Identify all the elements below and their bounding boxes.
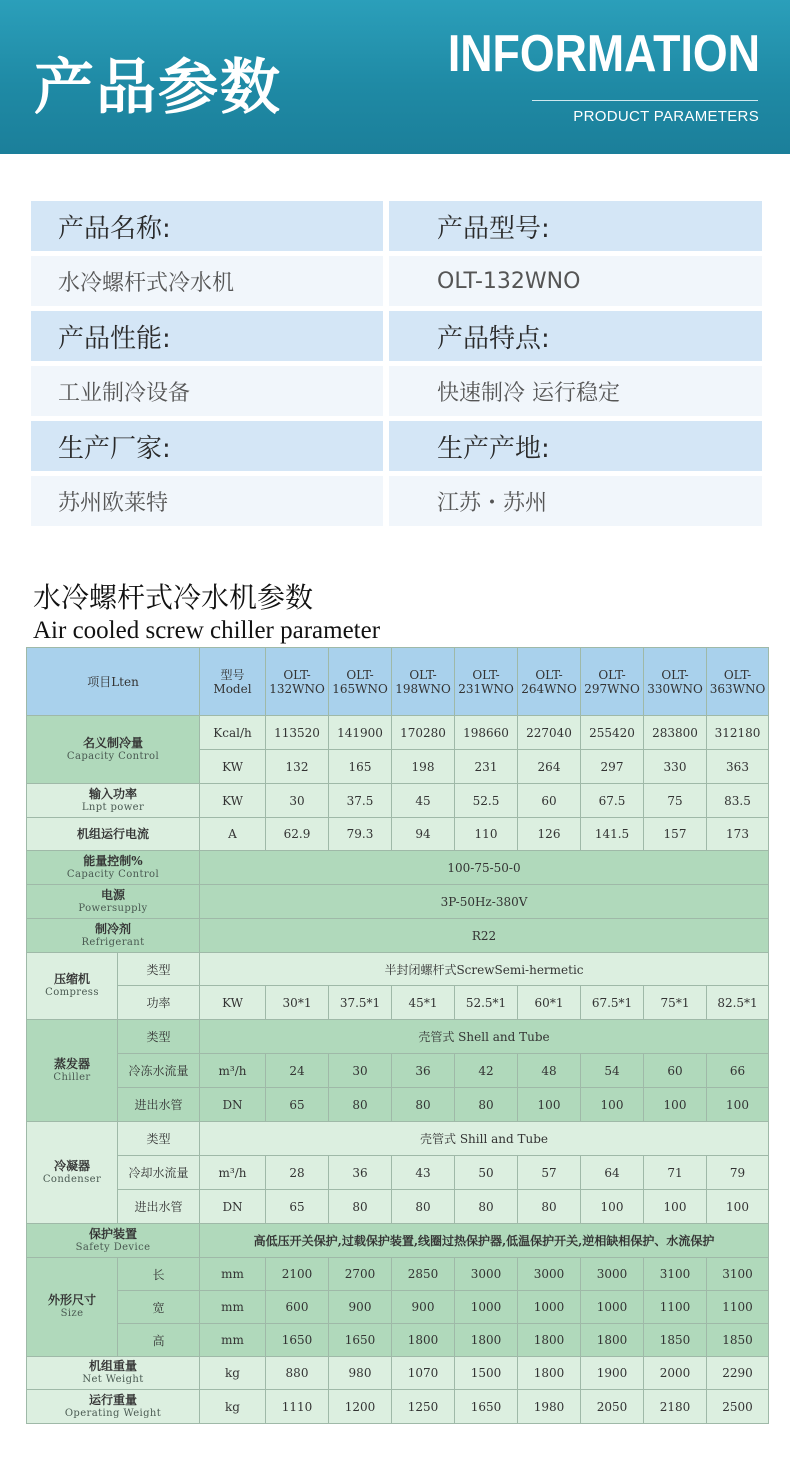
evaporator-label: 蒸发器 Chiller: [27, 1020, 118, 1122]
value-cell: 80: [392, 1088, 455, 1122]
value-cell: 1500: [455, 1357, 518, 1390]
value-cell: 363: [707, 750, 769, 784]
net-weight-label: 机组重量 Net Weight: [27, 1357, 200, 1390]
value-cell: 126: [518, 818, 581, 851]
table-header-row: [27, 648, 769, 716]
value-cell: 1800: [392, 1324, 455, 1357]
value-cell: 1800: [581, 1324, 644, 1357]
value-cell: 170280: [392, 716, 455, 750]
value-cell: 83.5: [707, 784, 769, 818]
unit-cell: mm: [200, 1258, 266, 1291]
condenser-label: 冷凝器 Condenser: [27, 1122, 118, 1224]
value-cell: 1110: [266, 1390, 329, 1424]
sub-label: 冷冻水流量: [118, 1054, 200, 1088]
table-row: [27, 1258, 769, 1291]
page-title-en: INFORMATION: [447, 25, 760, 83]
value-cell: 52.5*1: [455, 986, 518, 1020]
value-cell: 67.5*1: [581, 986, 644, 1020]
value-cell: 60*1: [518, 986, 581, 1020]
sub-label: 冷却水流量: [118, 1156, 200, 1190]
value-product-performance: 工业制冷设备: [31, 366, 383, 416]
value-cell: 1200: [329, 1390, 392, 1424]
value-cell: 45: [392, 784, 455, 818]
value-cell: 54: [581, 1054, 644, 1088]
model-header: 型号 Model: [200, 648, 266, 716]
table-row: [27, 1156, 769, 1190]
table-row: [27, 1020, 769, 1054]
label-product-model: 产品型号:: [389, 201, 762, 251]
value-cell: 80: [455, 1088, 518, 1122]
value-cell: 297: [581, 750, 644, 784]
value-cell: 48: [518, 1054, 581, 1088]
value-cell: 173: [707, 818, 769, 851]
sub-label: 进出水管: [118, 1088, 200, 1122]
table-row: [27, 818, 769, 851]
value-cell: 1650: [266, 1324, 329, 1357]
value-cell: 880: [266, 1357, 329, 1390]
value-cell: 79: [707, 1156, 769, 1190]
value-cell: 2500: [707, 1390, 769, 1424]
table-row: [27, 1390, 769, 1424]
sub-label: 进出水管: [118, 1190, 200, 1224]
value-cell: 2050: [581, 1390, 644, 1424]
unit-cell: mm: [200, 1324, 266, 1357]
value-cell: 80: [518, 1190, 581, 1224]
info-value-row: [31, 476, 762, 526]
value-cell: 900: [329, 1291, 392, 1324]
unit-cell: kg: [200, 1357, 266, 1390]
value-cell: 1650: [329, 1324, 392, 1357]
value-cell: 231: [455, 750, 518, 784]
table-row: [27, 1357, 769, 1390]
table-row: [27, 1224, 769, 1258]
model-col: OLT- 198WNO: [392, 648, 455, 716]
refrigerant-label: 制冷剂 Refrigerant: [27, 919, 200, 953]
value-manufacturer: 苏州欧莱特: [31, 476, 383, 526]
value-cell: 141900: [329, 716, 392, 750]
value-cell: 62.9: [266, 818, 329, 851]
value-cell: 100: [644, 1190, 707, 1224]
page-title: 产品参数: [34, 53, 282, 123]
page-subtitle: PRODUCT PARAMETERS: [573, 108, 759, 125]
value-cell: 36: [392, 1054, 455, 1088]
info-label-row: [31, 311, 762, 361]
unit-cell: KW: [200, 750, 266, 784]
label-product-features: 产品特点:: [389, 311, 762, 361]
value-cell: 330: [644, 750, 707, 784]
value-cell: 1800: [518, 1357, 581, 1390]
value-cell: 79.3: [329, 818, 392, 851]
value-cell: 67.5: [581, 784, 644, 818]
value-cell: 3100: [707, 1258, 769, 1291]
value-cell: 3000: [518, 1258, 581, 1291]
value-cell: 1000: [581, 1291, 644, 1324]
table-row: [27, 1122, 769, 1156]
value-cell: 100: [581, 1088, 644, 1122]
value-cell: 30: [266, 784, 329, 818]
parameter-table: [26, 647, 769, 1424]
section-title: 水冷螺杆式冷水机参数: [33, 581, 314, 614]
sub-label: 功率: [118, 986, 200, 1020]
table-row: [27, 885, 769, 919]
value-cell: 2180: [644, 1390, 707, 1424]
value-cell: 1100: [707, 1291, 769, 1324]
compressor-type: 半封闭螺杆式ScrewSemi-hermetic: [200, 953, 769, 986]
power-supply-value: 3P-50Hz-380V: [200, 885, 769, 919]
unit-cell: DN: [200, 1088, 266, 1122]
product-info-grid: [31, 201, 762, 531]
value-cell: 227040: [518, 716, 581, 750]
model-col: OLT- 264WNO: [518, 648, 581, 716]
value-cell: 1650: [455, 1390, 518, 1424]
table-row: [27, 1291, 769, 1324]
info-value-row: [31, 256, 762, 306]
unit-cell: DN: [200, 1190, 266, 1224]
safety-label: 保护装置 Safety Device: [27, 1224, 200, 1258]
value-cell: 157: [644, 818, 707, 851]
value-cell: 45*1: [392, 986, 455, 1020]
value-cell: 312180: [707, 716, 769, 750]
value-product-features: 快速制冷 运行稳定: [389, 366, 762, 416]
unit-cell: kg: [200, 1390, 266, 1424]
value-product-name: 水冷螺杆式冷水机: [31, 256, 383, 306]
value-cell: 100: [707, 1088, 769, 1122]
value-cell: 65: [266, 1088, 329, 1122]
value-cell: 2100: [266, 1258, 329, 1291]
value-cell: 1800: [455, 1324, 518, 1357]
value-cell: 80: [392, 1190, 455, 1224]
sub-label: 类型: [118, 1020, 200, 1054]
value-cell: 165: [329, 750, 392, 784]
banner-divider: [532, 100, 758, 101]
unit-cell: Kcal/h: [200, 716, 266, 750]
value-cell: 198660: [455, 716, 518, 750]
table-row: [27, 919, 769, 953]
info-label-row: [31, 421, 762, 471]
model-col: OLT- 165WNO: [329, 648, 392, 716]
size-label: 外形尺寸 Size: [27, 1258, 118, 1357]
model-col: OLT- 363WNO: [707, 648, 769, 716]
value-cell: 1900: [581, 1357, 644, 1390]
value-cell: 1070: [392, 1357, 455, 1390]
condenser-type: 壳管式 Shill and Tube: [200, 1122, 769, 1156]
value-cell: 57: [518, 1156, 581, 1190]
value-cell: 255420: [581, 716, 644, 750]
table-row: [27, 1190, 769, 1224]
value-cell: 900: [392, 1291, 455, 1324]
value-cell: 37.5: [329, 784, 392, 818]
evaporator-type: 壳管式 Shell and Tube: [200, 1020, 769, 1054]
model-col: OLT- 330WNO: [644, 648, 707, 716]
capacity-label: 名义制冷量 Capacity Control: [27, 716, 200, 784]
energy-control-value: 100-75-50-0: [200, 851, 769, 885]
value-cell: 100: [707, 1190, 769, 1224]
section-subtitle: Air cooled screw chiller parameter: [33, 617, 381, 644]
value-cell: 1000: [455, 1291, 518, 1324]
value-cell: 37.5*1: [329, 986, 392, 1020]
value-cell: 71: [644, 1156, 707, 1190]
value-cell: 30: [329, 1054, 392, 1088]
power-supply-label: 电源 Powersupply: [27, 885, 200, 919]
value-cell: 3000: [455, 1258, 518, 1291]
value-cell: 1980: [518, 1390, 581, 1424]
value-cell: 2850: [392, 1258, 455, 1291]
unit-cell: m³/h: [200, 1156, 266, 1190]
input-power-label: 输入功率 Lnpt power: [27, 784, 200, 818]
value-cell: 30*1: [266, 986, 329, 1020]
value-cell: 43: [392, 1156, 455, 1190]
value-cell: 28: [266, 1156, 329, 1190]
value-cell: 60: [518, 784, 581, 818]
value-cell: 113520: [266, 716, 329, 750]
table-row: [27, 784, 769, 818]
value-cell: 1800: [518, 1324, 581, 1357]
current-label: 机组运行电流: [27, 818, 200, 851]
value-cell: 110: [455, 818, 518, 851]
value-cell: 1850: [644, 1324, 707, 1357]
value-origin: 江苏・苏州: [389, 476, 762, 526]
info-value-row: [31, 366, 762, 416]
unit-cell: KW: [200, 784, 266, 818]
energy-control-label: 能量控制% Capacity Control: [27, 851, 200, 885]
value-product-model: OLT-132WNO: [389, 256, 762, 306]
value-cell: 36: [329, 1156, 392, 1190]
value-cell: 3000: [581, 1258, 644, 1291]
table-row: [27, 986, 769, 1020]
label-product-name: 产品名称:: [31, 201, 383, 251]
safety-value: 高低压开关保护,过载保护装置,线圈过热保护器,低温保护开关,逆相缺相保护、水流保护: [200, 1224, 769, 1258]
sub-label: 高: [118, 1324, 200, 1357]
header-banner: [0, 0, 790, 154]
sub-label: 长: [118, 1258, 200, 1291]
table-row: [27, 1088, 769, 1122]
value-cell: 80: [329, 1190, 392, 1224]
model-col: OLT- 231WNO: [455, 648, 518, 716]
item-header: 项目Lten: [27, 648, 200, 716]
value-cell: 80: [329, 1088, 392, 1122]
info-label-row: [31, 201, 762, 251]
value-cell: 264: [518, 750, 581, 784]
value-cell: 80: [455, 1190, 518, 1224]
label-product-performance: 产品性能:: [31, 311, 383, 361]
value-cell: 100: [644, 1088, 707, 1122]
value-cell: 2700: [329, 1258, 392, 1291]
value-cell: 50: [455, 1156, 518, 1190]
value-cell: 3100: [644, 1258, 707, 1291]
table-row: [27, 1324, 769, 1357]
sub-label: 类型: [118, 1122, 200, 1156]
value-cell: 75: [644, 784, 707, 818]
value-cell: 66: [707, 1054, 769, 1088]
value-cell: 600: [266, 1291, 329, 1324]
value-cell: 980: [329, 1357, 392, 1390]
value-cell: 60: [644, 1054, 707, 1088]
table-row: [27, 953, 769, 986]
value-cell: 64: [581, 1156, 644, 1190]
sub-label: 类型: [118, 953, 200, 986]
value-cell: 141.5: [581, 818, 644, 851]
value-cell: 24: [266, 1054, 329, 1088]
value-cell: 75*1: [644, 986, 707, 1020]
value-cell: 2290: [707, 1357, 769, 1390]
value-cell: 52.5: [455, 784, 518, 818]
value-cell: 100: [518, 1088, 581, 1122]
value-cell: 198: [392, 750, 455, 784]
value-cell: 82.5*1: [707, 986, 769, 1020]
table-row: [27, 851, 769, 885]
compressor-label: 压缩机 Compress: [27, 953, 118, 1020]
value-cell: 65: [266, 1190, 329, 1224]
table-row: [27, 1054, 769, 1088]
unit-cell: m³/h: [200, 1054, 266, 1088]
label-manufacturer: 生产厂家:: [31, 421, 383, 471]
unit-cell: KW: [200, 986, 266, 1020]
value-cell: 1000: [518, 1291, 581, 1324]
value-cell: 283800: [644, 716, 707, 750]
table-row: [27, 716, 769, 750]
value-cell: 42: [455, 1054, 518, 1088]
value-cell: 1250: [392, 1390, 455, 1424]
model-col: OLT- 297WNO: [581, 648, 644, 716]
refrigerant-value: R22: [200, 919, 769, 953]
value-cell: 132: [266, 750, 329, 784]
unit-cell: mm: [200, 1291, 266, 1324]
value-cell: 1100: [644, 1291, 707, 1324]
sub-label: 宽: [118, 1291, 200, 1324]
label-origin: 生产产地:: [389, 421, 762, 471]
model-col: OLT- 132WNO: [266, 648, 329, 716]
value-cell: 2000: [644, 1357, 707, 1390]
value-cell: 100: [581, 1190, 644, 1224]
operating-weight-label: 运行重量 Operating Weight: [27, 1390, 200, 1424]
unit-cell: A: [200, 818, 266, 851]
value-cell: 1850: [707, 1324, 769, 1357]
value-cell: 94: [392, 818, 455, 851]
